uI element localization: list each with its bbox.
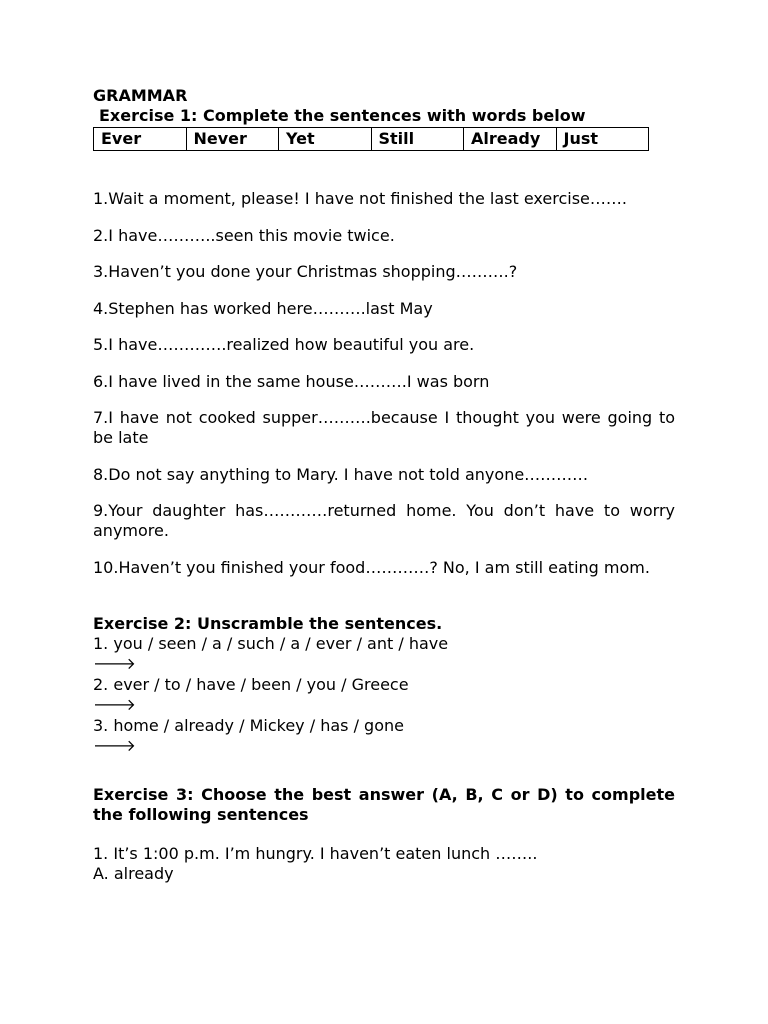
word-bank-table xyxy=(93,127,649,151)
exercise-1-question: 7.I have not cooked supper……….because I thought you were going to be late xyxy=(93,408,675,447)
exercise-1-question: 9.Your daughter has…………returned home. You don’t have to worry anymore. xyxy=(93,501,675,540)
exercise-1-question: 2.I have………..seen this movie twice. xyxy=(93,225,395,245)
exercise-1-title: Exercise 1: Complete the sentences with words below xyxy=(99,106,586,125)
word-bank-cell: Still xyxy=(371,128,464,151)
arrow-icon: 🡒 xyxy=(93,736,136,755)
exercise-2-title: Exercise 2: Unscramble the sentences. xyxy=(93,613,443,633)
page-title: GRAMMAR xyxy=(93,86,188,105)
arrow-icon: 🡒 xyxy=(93,654,136,673)
exercise-1-question: 4.Stephen has worked here……….last May xyxy=(93,298,433,318)
word-bank-cell: Ever xyxy=(94,128,187,151)
exercise-3-title: Exercise 3: Choose the best answer (A, B, C or D) to complete the following sentences xyxy=(93,784,675,824)
scramble-item: 2. ever / to / have / been / you / Greece xyxy=(93,674,409,694)
word-bank-cell: Never xyxy=(186,128,279,151)
exercise-3-question: 1. It’s 1:00 p.m. I’m hungry. I haven’t eaten lunch …….. xyxy=(93,843,538,863)
exercise-1-question: 10.Haven’t you finished your food…………? No, I am still eating mom. xyxy=(93,557,650,577)
worksheet-page xyxy=(93,86,675,885)
exercise-1-question: 6.I have lived in the same house……….I was born xyxy=(93,371,490,391)
word-bank-cell: Already xyxy=(464,128,557,151)
exercise-1-question: 5.I have………….realized how beautiful you are. xyxy=(93,335,475,354)
word-bank-row xyxy=(94,128,649,151)
exercise-1-question: 3.Haven’t you done your Christmas shopping……….? xyxy=(93,262,518,281)
answer-option-a: A. already xyxy=(93,864,174,883)
scramble-item: 1. you / seen / a / such / a / ever / ant / have xyxy=(93,633,449,653)
exercise-1-question: 1.Wait a moment, please! I have not finished the last exercise……. xyxy=(93,189,627,208)
exercise-1-question: 8.Do not say anything to Mary. I have not told anyone………… xyxy=(93,464,589,484)
word-bank-cell: Yet xyxy=(279,128,372,151)
arrow-icon: 🡒 xyxy=(93,695,136,714)
scramble-item: 3. home / already / Mickey / has / gone xyxy=(93,715,404,735)
word-bank-cell: Just xyxy=(556,128,649,151)
